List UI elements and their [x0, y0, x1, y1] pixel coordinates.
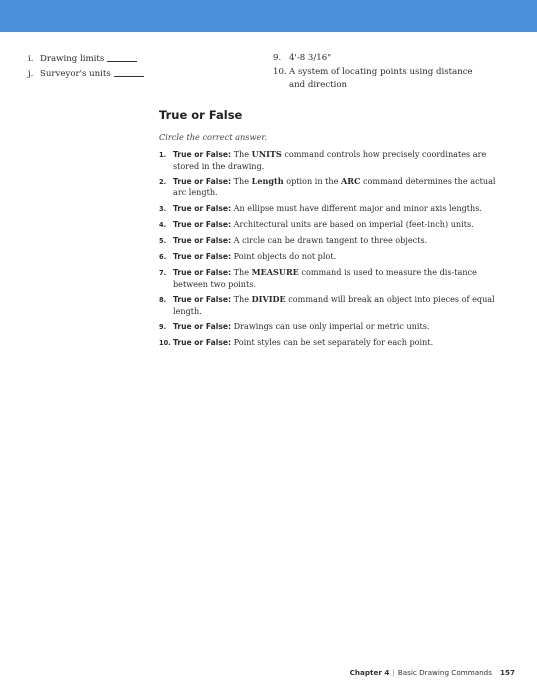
question-text: [173, 267, 499, 289]
question-statement: command is used to measure the dis-tance between two points.: [173, 267, 477, 289]
matching-letter: j.: [28, 69, 34, 79]
question-number: 1.: [159, 151, 167, 159]
question-number: 8.: [159, 296, 167, 305]
question-statement: The: [233, 267, 252, 278]
true-or-false-label[interactable]: True or False:: [173, 219, 232, 229]
matching-definition-10: [273, 66, 493, 93]
question-number: 5.: [159, 236, 167, 245]
section-instruction: Circle the correct answer.: [159, 132, 267, 142]
question-statement: option in the: [283, 175, 341, 186]
matching-term: Drawing limits: [40, 54, 105, 64]
question-statement: A circle can be drawn tangent to three objects.: [233, 234, 428, 245]
matching-right-column: [273, 52, 493, 93]
footer-separator: |: [392, 668, 395, 677]
question-item: [159, 235, 499, 247]
question-statement: Point objects do not plot.: [233, 251, 337, 262]
matching-item-i: [28, 52, 144, 67]
true-or-false-label[interactable]: True or False:: [173, 203, 232, 213]
question-number: 9.: [159, 322, 167, 331]
true-or-false-label[interactable]: True or False:: [173, 268, 232, 278]
question-text: [173, 251, 499, 263]
true-or-false-label[interactable]: True or False:: [173, 150, 232, 159]
definition-text: 4'-8 3/16": [289, 53, 332, 63]
question-statement: The: [233, 294, 252, 305]
true-or-false-label[interactable]: True or False:: [173, 338, 232, 348]
question-list: [159, 149, 499, 349]
question-item: [159, 149, 499, 171]
question-statement: The: [233, 175, 252, 186]
question-item: [159, 219, 499, 231]
question-number: 4.: [159, 220, 167, 229]
definition-text: A system of locating points using distance and direction: [289, 66, 473, 90]
question-text: [173, 337, 499, 349]
true-or-false-label[interactable]: True or False:: [173, 295, 232, 305]
command-keyword: DIVIDE: [251, 294, 286, 305]
top-color-band: [0, 0, 537, 32]
question-item: [159, 337, 499, 349]
question-statement: The: [233, 149, 252, 159]
question-text: [173, 219, 499, 231]
question-statement: Architectural units are based on imperial (feet-inch) units.: [233, 218, 474, 229]
question-statement: Drawings can use only imperial or metric units.: [233, 320, 430, 331]
page-number: 157: [499, 668, 515, 677]
question-statement: command determines the actual arc length.: [173, 175, 496, 198]
question-statement: command controls how precisely coordinates are stored in the drawing.: [173, 149, 487, 171]
command-keyword: UNITS: [251, 149, 282, 159]
matching-term: Surveyor's units: [40, 69, 111, 79]
question-text: [173, 149, 499, 171]
answer-blank[interactable]: [114, 67, 144, 77]
command-keyword: MEASURE: [251, 267, 299, 278]
page-footer: [350, 668, 515, 677]
question-text: [173, 294, 499, 316]
command-keyword: Length: [251, 175, 284, 186]
definition-number: 9.: [273, 53, 282, 63]
question-number: 2.: [159, 177, 167, 186]
matching-left-column: [28, 52, 144, 82]
question-text: [173, 235, 499, 247]
matching-definition-9: [273, 52, 493, 66]
footer-title: Basic Drawing Commands: [397, 668, 492, 677]
true-or-false-label[interactable]: True or False:: [173, 252, 232, 262]
matching-letter: i.: [28, 54, 34, 64]
question-item: [159, 203, 499, 215]
question-item: [159, 267, 499, 289]
question-statement: An ellipse must have different major and minor axis lengths.: [233, 202, 482, 213]
question-text: [173, 321, 499, 333]
question-item: [159, 176, 499, 198]
matching-item-j: [28, 67, 144, 82]
question-statement: command will break an object into pieces of equal length.: [173, 294, 495, 316]
question-number: 10.: [159, 339, 171, 348]
question-number: 3.: [159, 204, 167, 213]
question-number: 6.: [159, 253, 167, 262]
question-item: [159, 251, 499, 263]
question-text: [173, 203, 499, 215]
question-text: [173, 176, 499, 198]
command-keyword: ARC: [340, 175, 361, 186]
question-statement: Point styles can be set separately for each point.: [233, 337, 434, 348]
section-heading: True or False: [159, 108, 243, 122]
true-or-false-label[interactable]: True or False:: [173, 176, 232, 186]
answer-blank[interactable]: [107, 52, 137, 62]
true-or-false-label[interactable]: True or False:: [173, 235, 232, 245]
definition-number: 10.: [273, 66, 287, 77]
question-item: [159, 294, 499, 316]
question-number: 7.: [159, 269, 167, 278]
question-item: [159, 321, 499, 333]
true-or-false-label[interactable]: True or False:: [173, 321, 232, 331]
true-false-section: [159, 108, 499, 353]
footer-chapter: Chapter 4: [349, 668, 390, 677]
